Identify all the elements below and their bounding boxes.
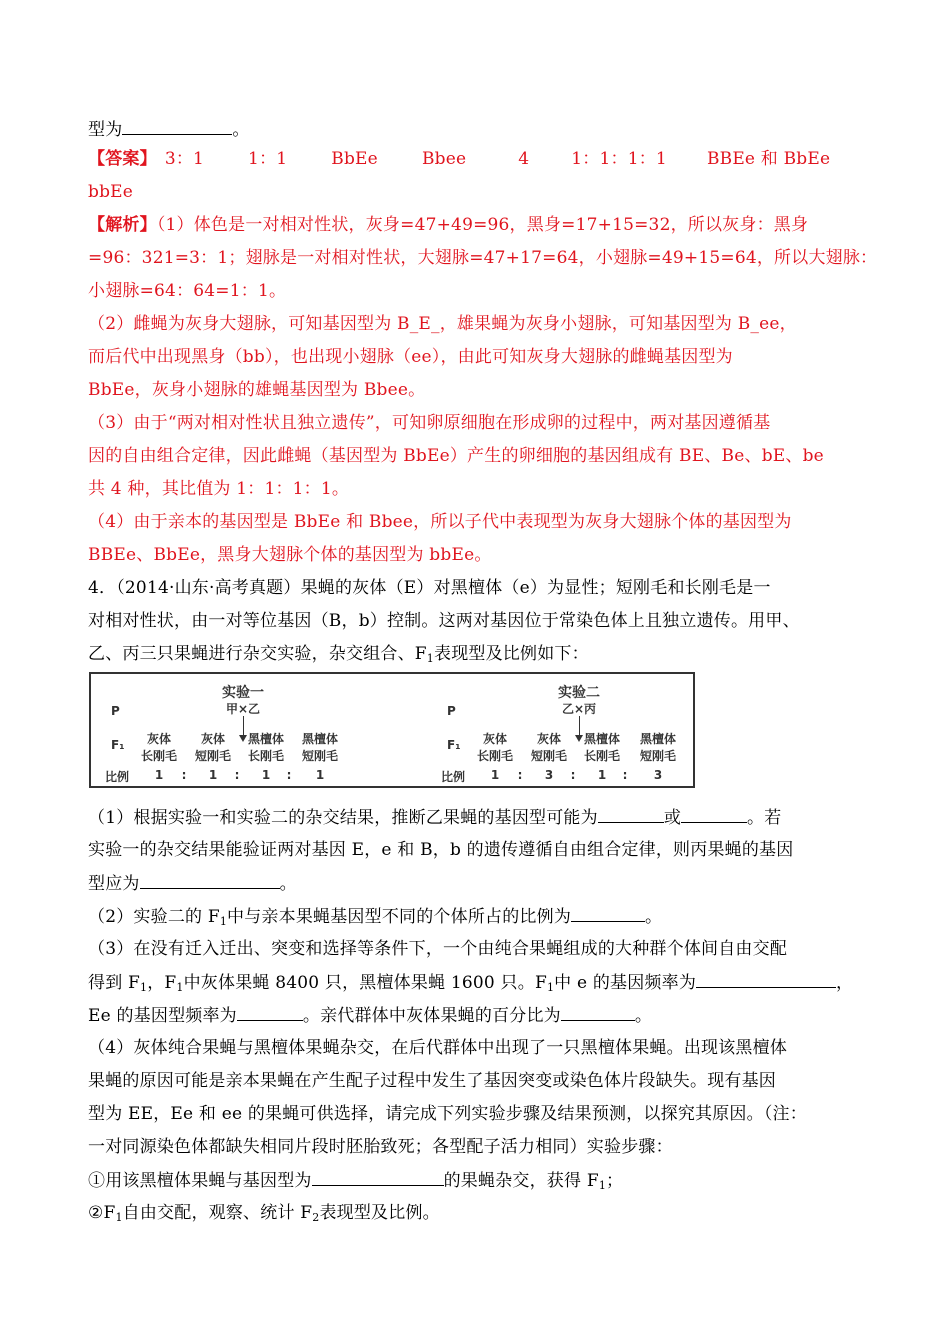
exp2-phenotype xyxy=(527,730,571,764)
text: ①用该黑檀体果蝇与基因型为 xyxy=(88,1171,312,1191)
text: 中与亲本果蝇基因型不同的个体所占的比例为 xyxy=(227,907,572,927)
exp1-phenotype xyxy=(297,730,343,764)
text: ，F xyxy=(147,973,177,993)
exp2-ratio-value: 1 xyxy=(597,768,607,782)
analysis-line: BBEe、BbEe，黑身大翅脉个体的基因型为 bbEe。 xyxy=(88,545,492,565)
subquestion-1-line xyxy=(88,806,868,828)
answer-blank xyxy=(571,905,645,922)
text: 黑檀体 xyxy=(301,732,338,746)
exp2-ratio-sep: : xyxy=(517,768,523,782)
text: 型应为 xyxy=(88,874,140,894)
exp2-ratio-value: 3 xyxy=(653,768,663,782)
text: 黑檀体 xyxy=(639,732,676,746)
question-4-line xyxy=(88,643,868,665)
text: （1）体色是一对相对性状，灰身=47+49=96，黑身=17+15=32，所以灰身：黑身 xyxy=(156,215,809,235)
analysis-line: 共 4 种，其比值为 1：1：1：1。 xyxy=(88,479,350,499)
text: 灰体 xyxy=(200,732,225,746)
exp1-cross: 甲×乙 xyxy=(225,702,261,716)
text: 表现型及比例如下： xyxy=(434,644,589,664)
exp1-ratio-sep: : xyxy=(286,768,292,782)
exp1-phenotype xyxy=(137,730,181,764)
question-4-line: 4．（2014·山东·高考真题）果蝇的灰体（E）对黑檀体（e）为显性；短刚毛和长刚毛是一 xyxy=(88,578,771,598)
text: 灰体 xyxy=(146,732,171,746)
question-4-line: 对相对性状，由一对等位基因（B，b）控制。这两对基因位于常染色体上且独立遗传。用甲、 xyxy=(88,611,800,631)
subquestion-1-line: 实验一的杂交结果能验证两对基因 E，e 和 B，b 的遗传遵循自由组合定律，则丙果蝇的基因 xyxy=(88,840,794,860)
answer-blank xyxy=(237,1004,303,1021)
subquestion-3-line: （3）在没有迁入迁出、突变和选择等条件下，一个由纯合果蝇组成的大种群个体间自由交配 xyxy=(88,939,788,959)
subquestion-4-line: 果蝇的原因可能是亲本果蝇在产生配子过程中发生了基因突变或染色体片段缺失。现有基因 xyxy=(88,1071,776,1091)
text: Ee 的基因型频率为 xyxy=(88,1006,237,1026)
text: （2）实验二的 F xyxy=(88,907,220,927)
subquestion-1-line xyxy=(88,872,868,894)
text: 长刚毛 xyxy=(247,749,284,763)
text: 短刚毛 xyxy=(301,749,338,763)
text: 长刚毛 xyxy=(583,749,620,763)
exp2-ratio-value: 1 xyxy=(490,768,500,782)
text: 中 e 的基因频率为 xyxy=(554,973,697,993)
answer-blank xyxy=(598,806,664,823)
text: （1）根据实验一和实验二的杂交结果，推断乙果蝇的基因型可能为 xyxy=(88,808,598,828)
cross-table xyxy=(89,672,695,788)
step-2-line xyxy=(88,1202,868,1224)
step-1-line xyxy=(88,1169,868,1191)
subquestion-2-line xyxy=(88,905,868,927)
exp1-phenotype xyxy=(191,730,235,764)
subscript: 1 xyxy=(546,981,555,994)
analysis-line: （2）雌蝇为灰身大翅脉，可知基因型为 B_E_，雄果蝇为灰身小翅脉，可知基因型为 B_ee， xyxy=(88,314,797,334)
analysis-line: 因的自由组合定律，因此雌蝇（基因型为 BbEe）产生的卵细胞的基因组成有 BE、Be、bE、be xyxy=(88,446,824,466)
exp2-title: 实验二 xyxy=(558,685,600,701)
text: 的果蝇杂交，获得 F xyxy=(443,1171,599,1191)
text: 灰体 xyxy=(536,732,561,746)
exp2-ratio-label: 比例 xyxy=(441,770,466,784)
analysis-line: （4）由于亲本的基因型是 BbEe 和 Bbee，所以子代中表现型为灰身大翅脉个体的基因型为 xyxy=(88,512,792,532)
text: 长刚毛 xyxy=(140,749,177,763)
text: 。 xyxy=(279,874,297,894)
text: ②F xyxy=(88,1203,116,1223)
subquestion-3-line xyxy=(88,971,868,993)
exp2-phenotype xyxy=(473,730,517,764)
answer-blank xyxy=(561,1004,635,1021)
answer-line xyxy=(88,148,868,170)
text: 自由交配，观察、统计 F xyxy=(122,1203,313,1223)
text: 黑檀体 xyxy=(583,732,620,746)
exp2-cross: 乙×丙 xyxy=(561,702,597,716)
text: 中灰体果蝇 8400 只，黑檀体果蝇 1600 只。F xyxy=(183,973,547,993)
text: 。 xyxy=(634,1006,653,1026)
analysis-line: BbEe，灰身小翅脉的雄蝇基因型为 Bbee。 xyxy=(88,380,426,400)
analysis-line xyxy=(88,214,868,236)
answer-blank xyxy=(681,806,747,823)
analysis-line: =96：321=3：1；翅脉是一对相对性状，大翅脉=47+17=64，小翅脉=49+15=64，所以大翅脉： xyxy=(88,248,878,268)
answer-item: 1：1：1：1 xyxy=(571,149,667,169)
subquestion-4-line: 一对同源染色体都缺失相同片段时胚胎致死；各型配子活力相同）实验步骤： xyxy=(88,1137,673,1157)
exp2-phenotype xyxy=(579,730,625,764)
answer-blank xyxy=(140,872,280,889)
text: 或 xyxy=(663,808,682,828)
exp1-ratio-value: 1 xyxy=(154,768,164,782)
text: 。若 xyxy=(747,808,782,828)
exp1-f1-label: F₁ xyxy=(111,738,125,752)
exp1-ratio-value: 1 xyxy=(315,768,325,782)
answer-item: 3：1 xyxy=(164,149,205,169)
text: ， xyxy=(836,973,854,993)
subscript: 1 xyxy=(115,1211,123,1224)
answer-item: BBEe 和 BbEe xyxy=(706,149,831,169)
text: 得到 F xyxy=(88,973,140,993)
text: 乙、丙三只果蝇进行杂交实验，杂交组合、F xyxy=(88,644,427,664)
exp1-ratio-label: 比例 xyxy=(105,770,130,784)
subscript: 1 xyxy=(219,915,228,928)
exp1-ratio-value: 1 xyxy=(208,768,218,782)
subscript: 1 xyxy=(598,1179,607,1192)
answer-blank xyxy=(312,1169,444,1186)
answer-blank xyxy=(696,971,836,988)
analysis-line: 小翅脉=64：64=1：1。 xyxy=(88,281,287,301)
text: 短刚毛 xyxy=(639,749,676,763)
text: 短刚毛 xyxy=(530,749,567,763)
text: 短刚毛 xyxy=(194,749,231,763)
text: 。 xyxy=(232,120,250,140)
answer-item: 1：1 xyxy=(248,149,288,169)
analysis-line: （3）由于“两对相对性状且独立遗传”，可知卵原细胞在形成卵的过程中，两对基因遵循基 xyxy=(88,413,771,433)
line-genotype-prompt xyxy=(88,118,868,140)
subscript: 1 xyxy=(176,981,184,994)
exp1-ratio-sep: : xyxy=(234,768,240,782)
text: 。亲代群体中灰体果蝇的百分比为 xyxy=(302,1006,561,1026)
exp1-ratio-value: 1 xyxy=(261,768,271,782)
exp2-ratio-sep: : xyxy=(622,768,628,782)
answer-tag: 【答案】 xyxy=(88,149,157,169)
exp1-ratio-sep: : xyxy=(181,768,187,782)
exp1-title: 实验一 xyxy=(222,685,264,701)
analysis-tag: 【解析】 xyxy=(88,215,157,235)
text: 型为 xyxy=(88,120,123,140)
answer-item: 4 xyxy=(518,149,530,169)
text: 长刚毛 xyxy=(476,749,513,763)
exp2-ratio-sep: : xyxy=(570,768,576,782)
answer-item: BbEe xyxy=(331,149,378,169)
text: 。 xyxy=(645,907,663,927)
subscript: 1 xyxy=(426,652,434,665)
text: 表现型及比例。 xyxy=(319,1203,440,1223)
answer-item: Bbee xyxy=(421,149,467,169)
subquestion-3-line xyxy=(88,1004,868,1026)
answer-blank xyxy=(122,118,232,135)
subscript: 1 xyxy=(140,981,148,994)
exp2-f1-label: F₁ xyxy=(447,738,461,752)
analysis-line: 而后代中出现黑身（bb），也出现小翅脉（ee），由此可知灰身大翅脉的雌蝇基因型为 xyxy=(88,347,733,367)
answer-continued: bbEe xyxy=(88,182,134,202)
subscript: 2 xyxy=(312,1211,320,1224)
subquestion-4-line: （4）灰体纯合果蝇与黑檀体果蝇杂交，在后代群体中出现了一只黑檀体果蝇。出现该黑檀体 xyxy=(88,1038,788,1058)
exp2-phenotype xyxy=(635,730,681,764)
text: 黑檀体 xyxy=(247,732,284,746)
subquestion-4-line: 型为 EE，Ee 和 ee 的果蝇可供选择，请完成下列实验步骤及结果预测，以探究其原因。（注： xyxy=(88,1104,807,1124)
exp1-p-label: P xyxy=(111,704,120,718)
text: 灰体 xyxy=(482,732,507,746)
exp2-p-label: P xyxy=(447,704,456,718)
text: ； xyxy=(606,1171,624,1191)
exp1-phenotype xyxy=(243,730,289,764)
exp2-ratio-value: 3 xyxy=(544,768,554,782)
